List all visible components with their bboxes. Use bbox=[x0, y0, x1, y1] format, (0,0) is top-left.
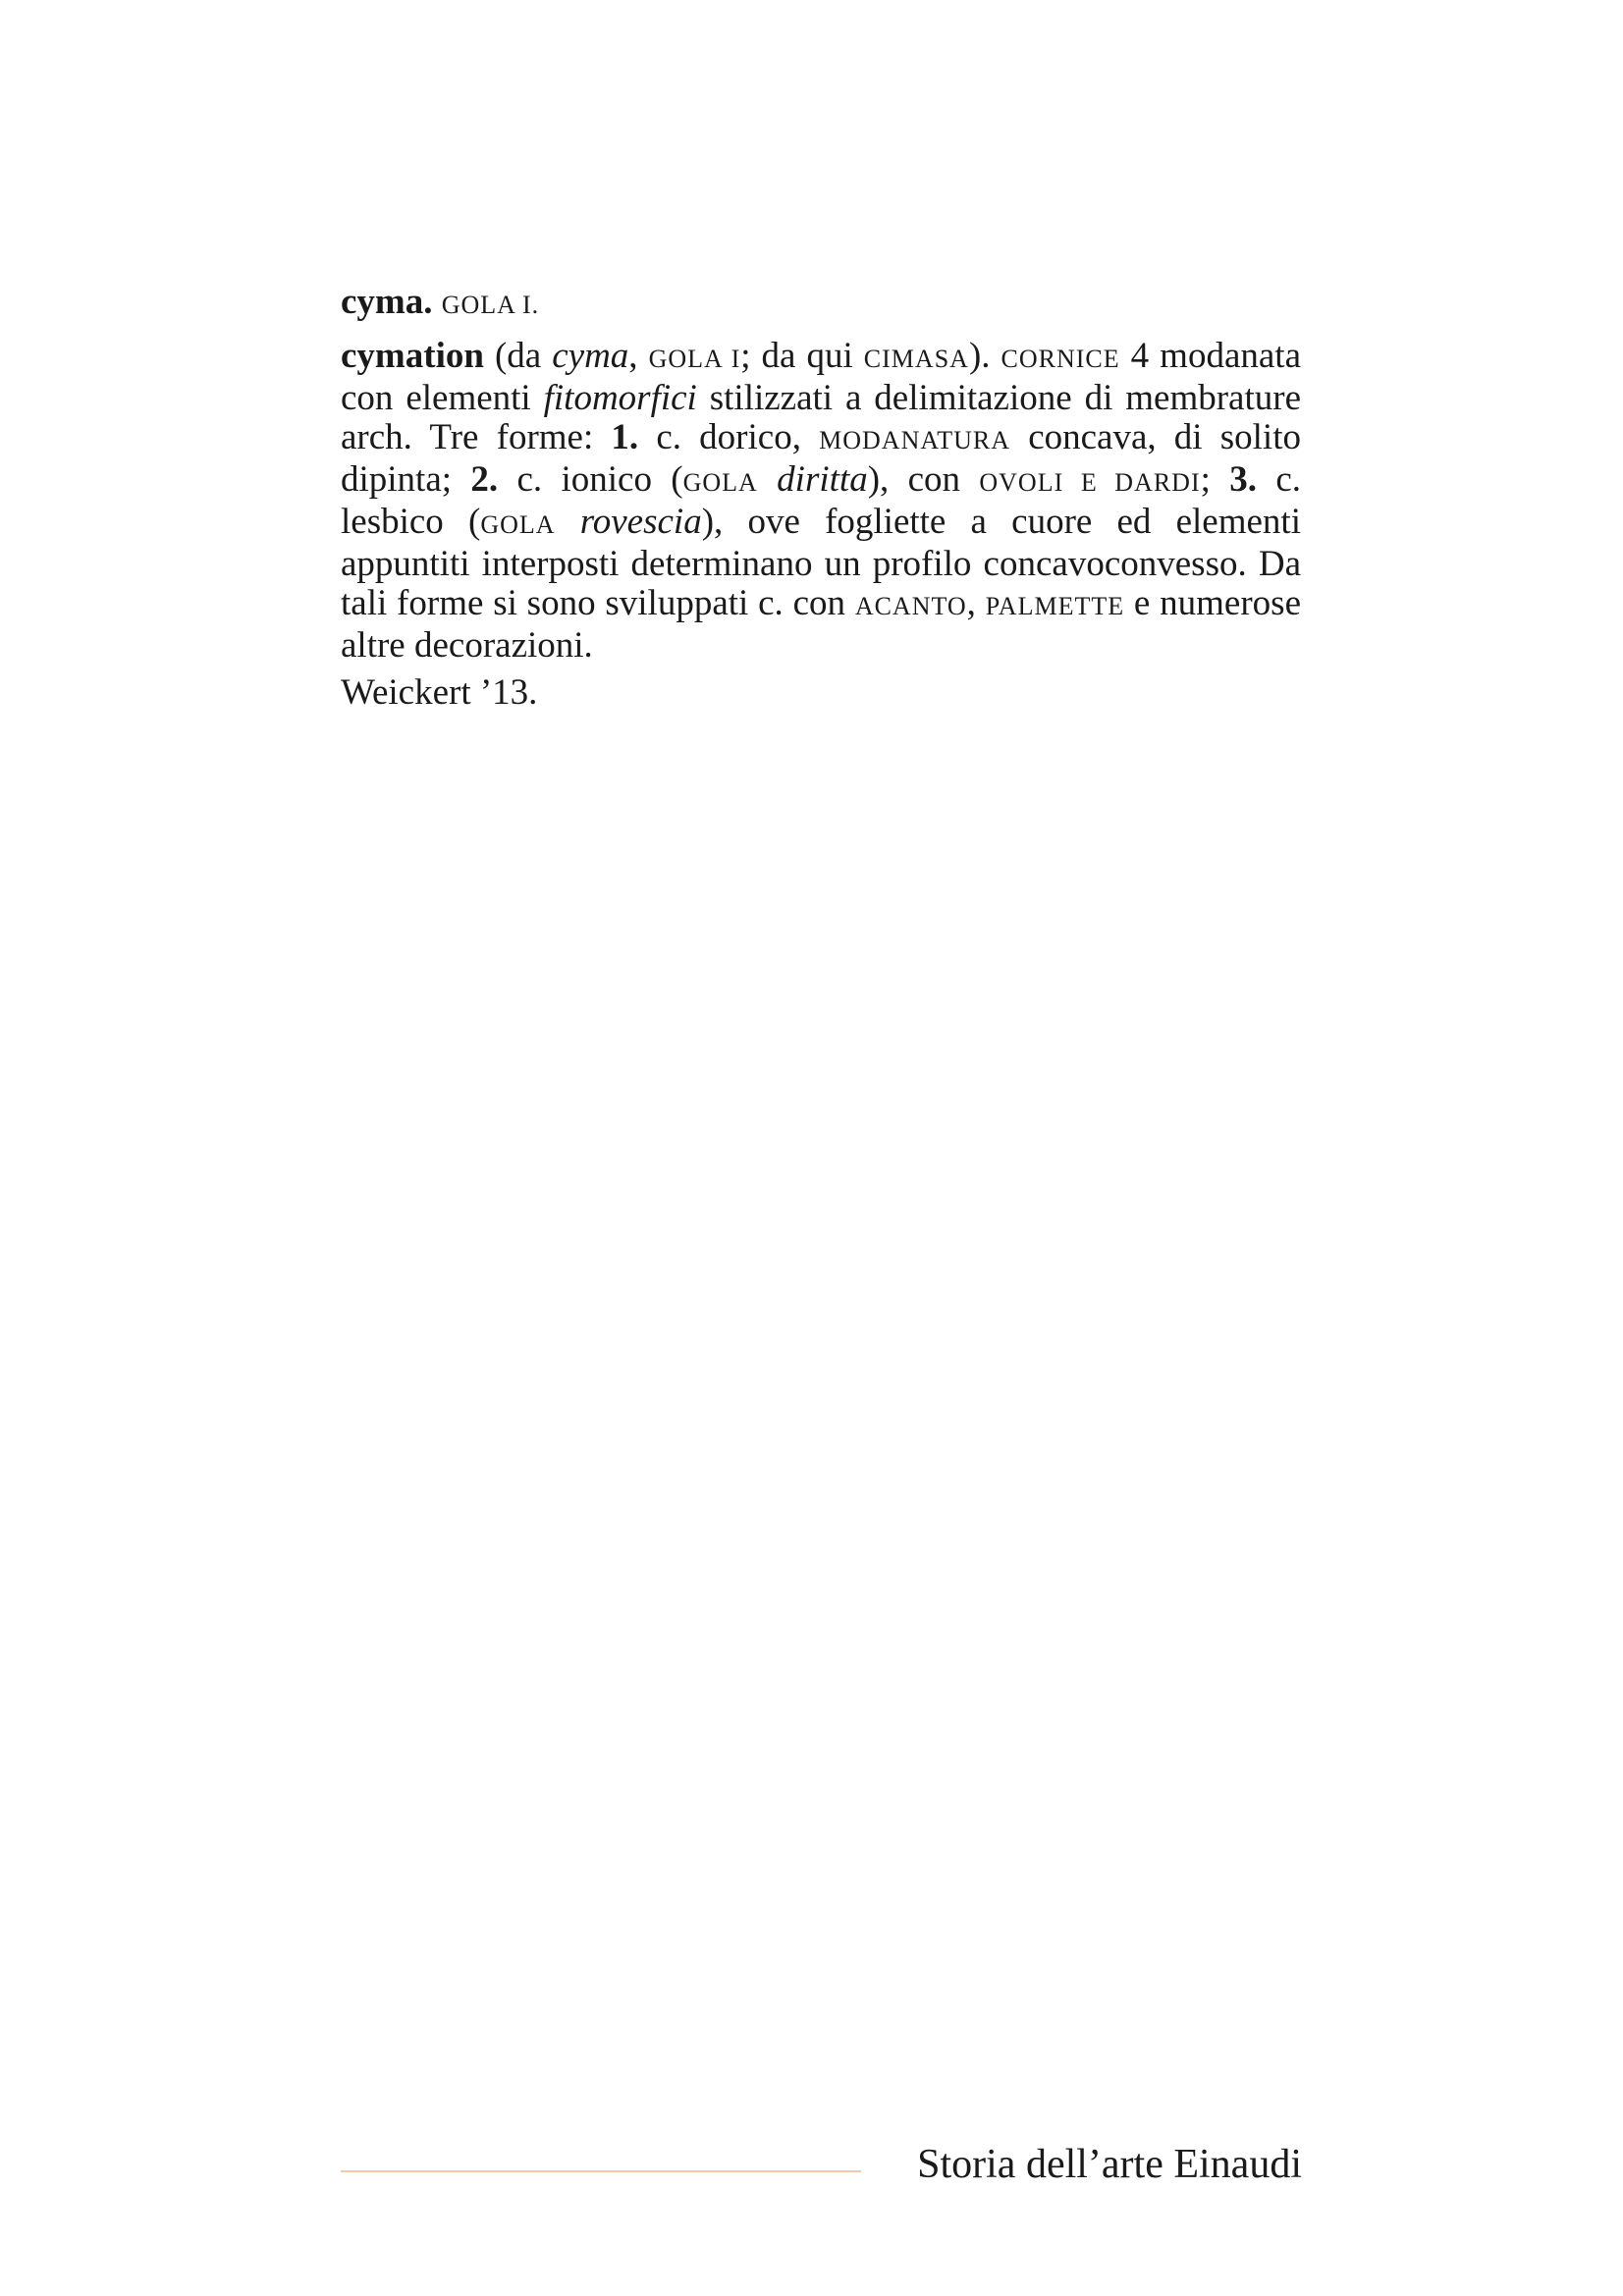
entry-cymation bbox=[341, 337, 1301, 666]
cross-reference: CORNICE bbox=[1001, 345, 1120, 373]
footer-rule bbox=[341, 2170, 861, 2172]
italic-term: diritta bbox=[777, 459, 868, 500]
cross-reference: GOLA bbox=[480, 510, 556, 539]
bibliography-reference: Weickert ’13. bbox=[341, 672, 538, 713]
text-segment bbox=[556, 502, 580, 542]
text-segment: 4 modanata con elementi bbox=[341, 336, 1302, 418]
list-number: 1. bbox=[611, 417, 639, 457]
entry-cyma bbox=[341, 283, 1301, 325]
text-segment: c. lesbico ( bbox=[341, 459, 1302, 542]
dictionary-content bbox=[341, 283, 1301, 713]
cross-reference: PALMETTE bbox=[985, 592, 1125, 620]
text-segment: concava, di solito dipinta; bbox=[341, 417, 1301, 500]
cross-reference: GOLA I bbox=[648, 345, 741, 373]
text-segment: ). bbox=[968, 336, 1001, 376]
text-segment: ; da qui bbox=[740, 336, 864, 376]
text-segment: c. ionico ( bbox=[498, 459, 683, 500]
cross-reference: GOLA bbox=[682, 468, 758, 497]
text-segment: ; bbox=[1200, 459, 1230, 500]
text-segment: (da bbox=[483, 336, 553, 376]
italic-term: rovescia bbox=[579, 502, 702, 542]
list-number: 2. bbox=[470, 459, 499, 500]
list-number: 3. bbox=[1229, 459, 1257, 500]
headword-cyma: cyma. bbox=[341, 282, 433, 322]
text-segment: , bbox=[628, 336, 649, 376]
italic-term: fitomorfici bbox=[543, 378, 697, 418]
cross-reference-gola: GOLA I. bbox=[441, 291, 540, 319]
text-segment bbox=[758, 459, 777, 500]
text-segment: ), con bbox=[867, 459, 980, 500]
cross-reference: MODANATURA bbox=[819, 426, 1011, 454]
text-segment: , bbox=[966, 583, 986, 623]
text-segment: stilizzati a delimitazione di membrature arch. Tre forme: bbox=[341, 378, 1301, 457]
text-segment: c. dorico, bbox=[638, 417, 820, 457]
cross-reference: CIMASA bbox=[863, 345, 969, 373]
italic-term: cyma bbox=[552, 336, 629, 376]
headword-cymation: cymation bbox=[341, 336, 484, 376]
text-segment: e numerose altre decorazioni. bbox=[341, 583, 1301, 666]
text-segment: ), ove fogliette a cuore ed elementi appuntiti interposti determinano un profilo concavoconvesso. Da tali forme si sono sviluppati c. con bbox=[341, 502, 1301, 623]
footer-brand: Storia dell’arte Einaudi bbox=[917, 2142, 1302, 2187]
cross-reference: ACANTO bbox=[854, 592, 967, 620]
cross-reference: OVOLI E DARDI bbox=[979, 468, 1201, 497]
